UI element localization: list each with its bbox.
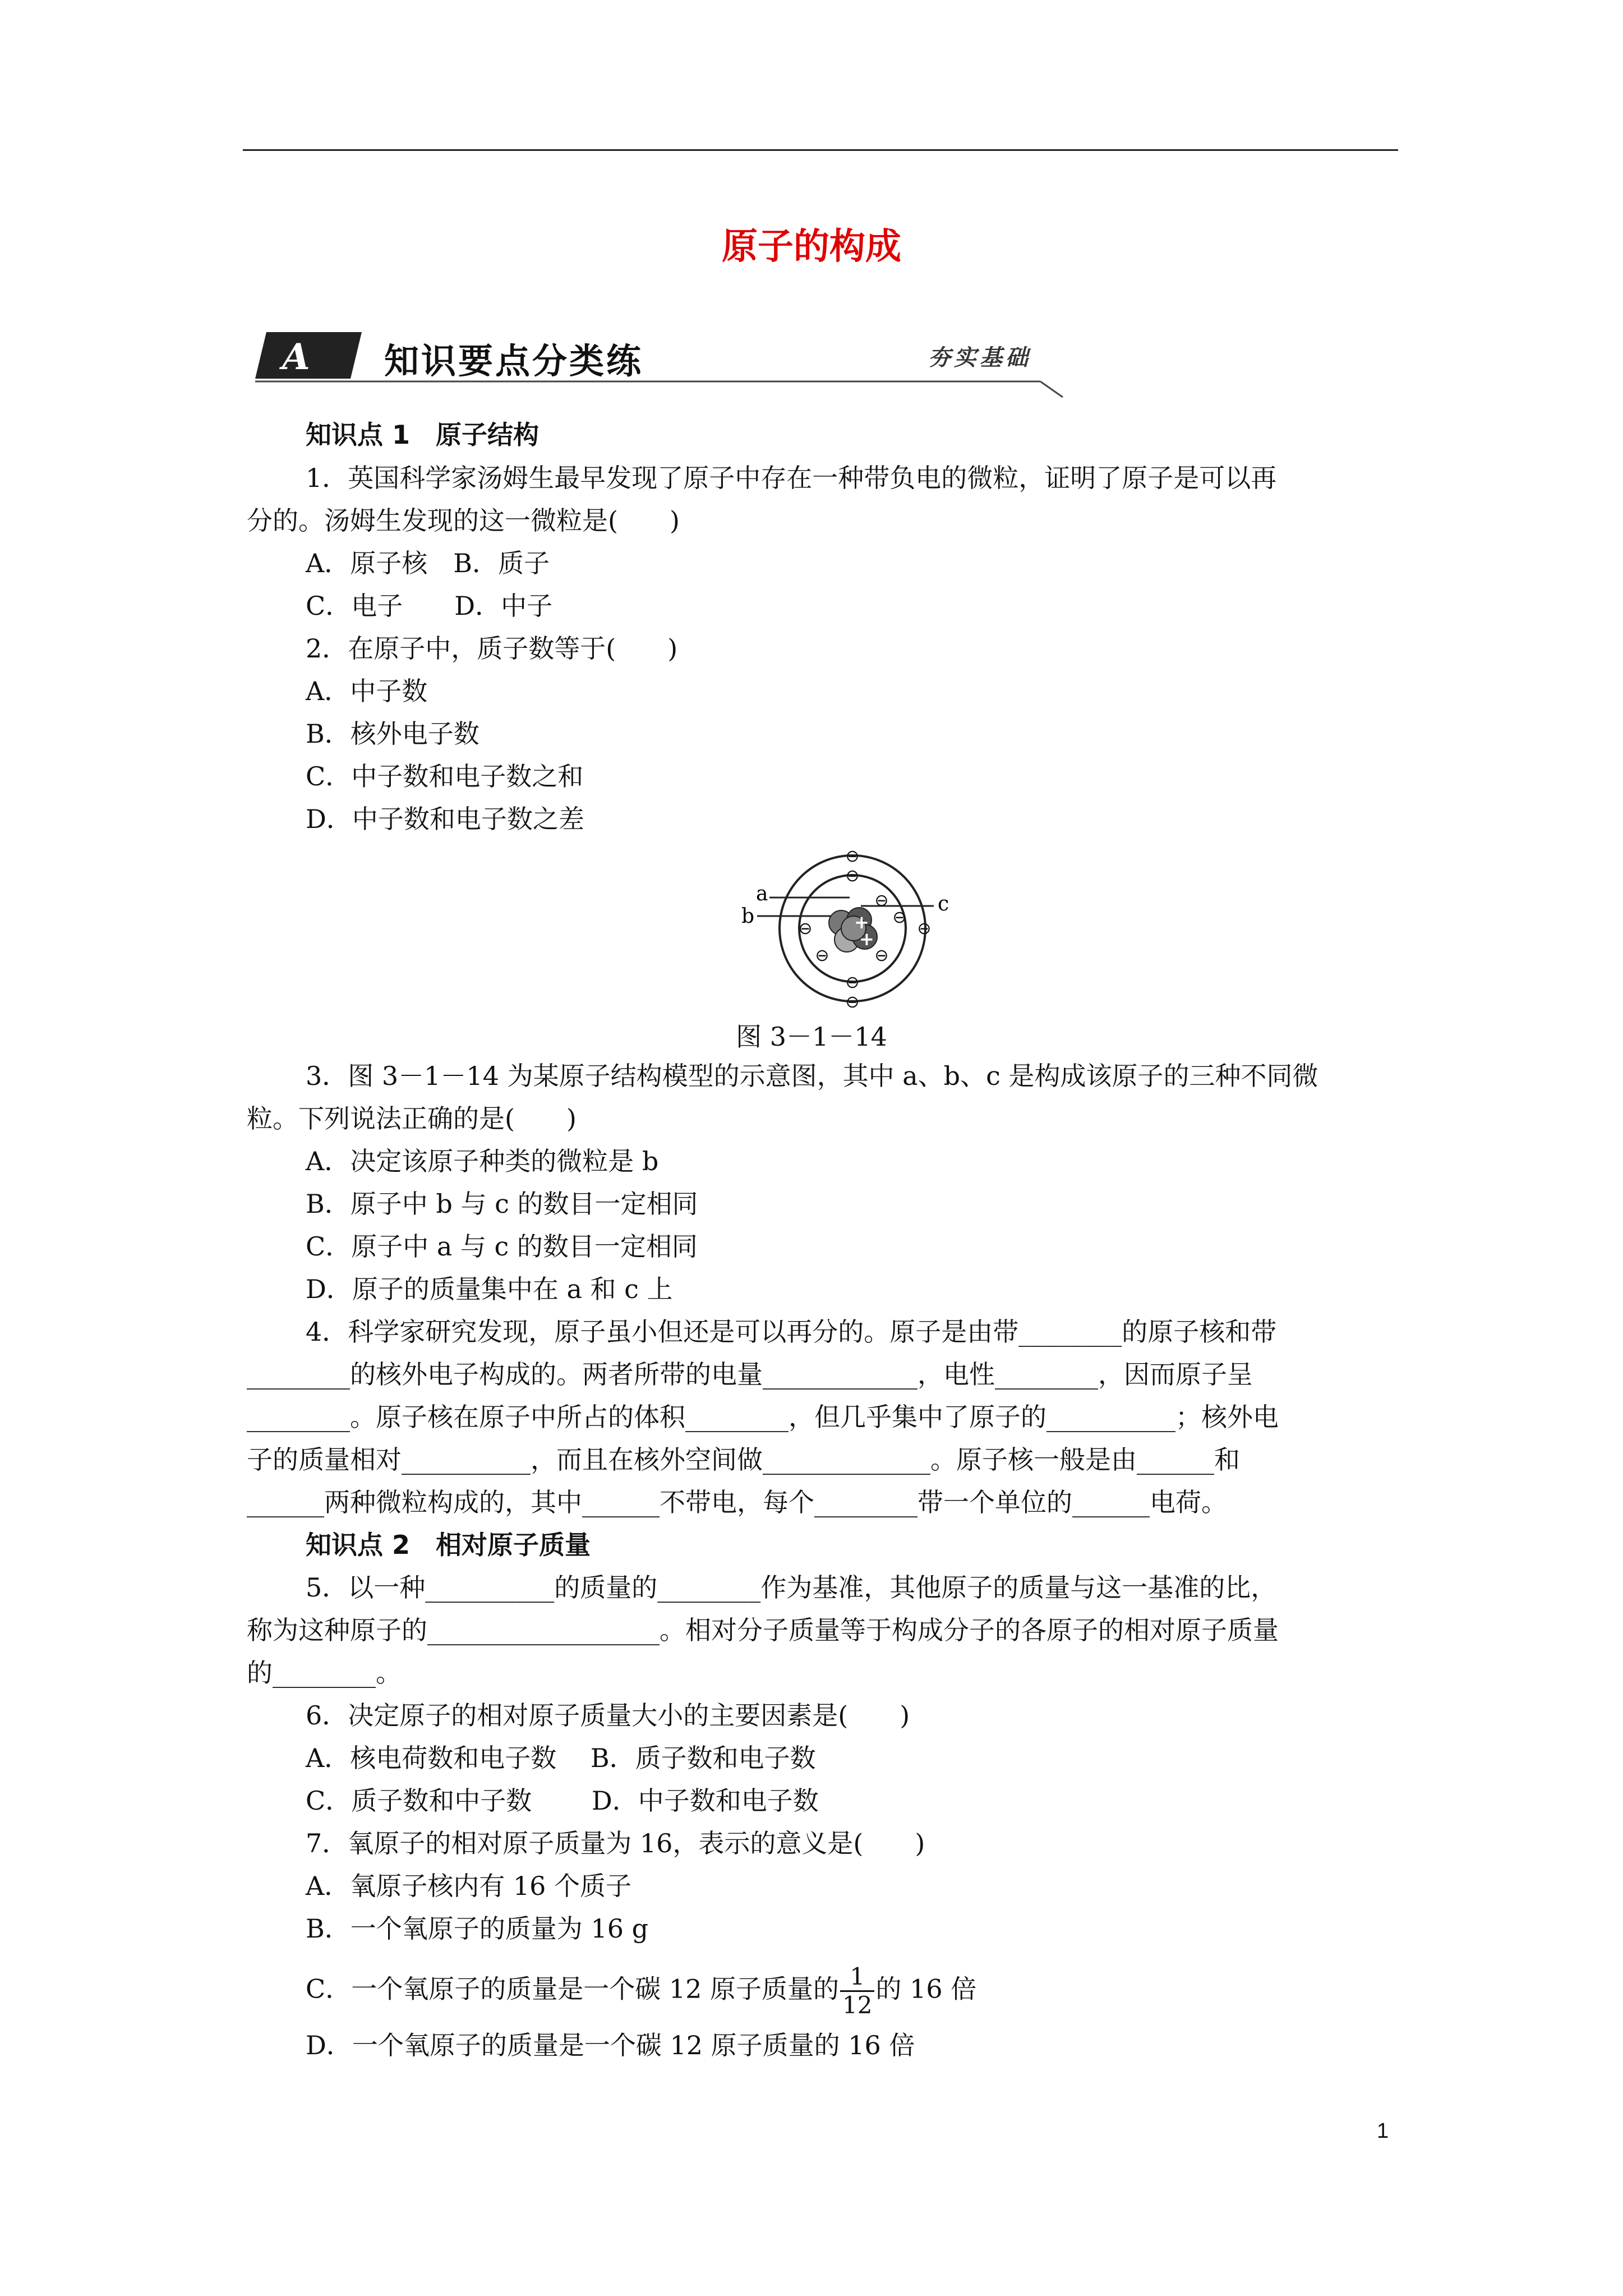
electron-8: ⊖ <box>815 946 829 965</box>
fraction-denominator: 12 <box>842 1991 873 2019</box>
q7-stem: 7．氧原子的相对原子质量为 16，表示的意义是( ) <box>306 1828 925 1858</box>
q4-line3: ________。原子核在原子中所占的体积________，但几乎集中了原子的__________；核外电 <box>247 1402 1279 1432</box>
fraction-one-twelfth <box>840 1963 874 2019</box>
q7-option-b: B．一个氧原子的质量为 16 g <box>306 1913 649 1944</box>
fraction-numerator: 1 <box>840 1963 874 1992</box>
q7-option-a: A．氧原子核内有 16 个质子 <box>306 1871 631 1901</box>
q7-option-d: D．一个氧原子的质量是一个碳 12 原子质量的 16 倍 <box>306 2030 915 2060</box>
figure-caption: 图 3－1－14 <box>736 1022 887 1052</box>
q1-stem-line2: 分的。汤姆生发现的这一微粒是( ) <box>247 505 680 536</box>
q3-option-a: A．决定该原子种类的微粒是 b <box>306 1146 659 1176</box>
banner-subtitle: 夯实基础 <box>928 344 1031 371</box>
page-number: 1 <box>1377 2119 1389 2143</box>
q3-option-b: B．原子中 b 与 c 的数目一定相同 <box>306 1189 698 1219</box>
q3-option-d: D．原子的质量集中在 a 和 c 上 <box>306 1274 673 1304</box>
electron-3: ⊖ <box>845 866 860 886</box>
proton-mark-2: + <box>859 928 874 950</box>
electron-2: ⊖ <box>845 992 860 1012</box>
q4-line5: ______两种微粒构成的，其中______不带电，每个________带一个单位的______电荷。 <box>247 1487 1227 1517</box>
q6-stem: 6．决定原子的相对原子质量大小的主要因素是( ) <box>306 1700 910 1731</box>
q1-stem-line1: 1．英国科学家汤姆生最早发现了原子中存在一种带负电的微粒，证明了原子是可以再 <box>306 463 1277 493</box>
section-heading-2: 知识点 2 相对原子质量 <box>306 1530 591 1560</box>
svg-text:A: A <box>282 336 310 378</box>
section-banner <box>255 325 1074 404</box>
q2-option-b: B．核外电子数 <box>306 719 479 749</box>
electron-10: ⊖ <box>917 919 932 938</box>
label-a: a <box>756 882 768 905</box>
q3-option-c: C．原子中 a 与 c 的数目一定相同 <box>306 1231 698 1262</box>
q2-option-d: D．中子数和电子数之差 <box>306 804 584 834</box>
electron-6: ⊖ <box>892 908 907 927</box>
q6-options-ab: A．核电荷数和电子数 B．质子数和电子数 <box>306 1743 816 1773</box>
q2-option-c: C．中子数和电子数之和 <box>306 761 584 792</box>
electron-4: ⊖ <box>845 973 860 992</box>
electron-5: ⊖ <box>798 919 813 938</box>
electron-1: ⊖ <box>845 846 860 866</box>
section-heading-1: 知识点 1 原子结构 <box>306 420 540 450</box>
banner-title: 知识要点分类练 <box>384 341 644 381</box>
q1-options-ab: A．原子核 B．质子 <box>306 548 550 578</box>
q6-options-cd: C．质子数和中子数 D．中子数和电子数 <box>306 1786 819 1816</box>
atom-model-figure <box>735 844 970 1013</box>
q5-line3: 的________。 <box>247 1658 402 1688</box>
label-b: b <box>741 905 755 928</box>
q7-option-c <box>306 1963 976 2019</box>
q3-stem-line1: 3．图 3－1－14 为某原子结构模型的示意图，其中 a、b、c 是构成该原子的三种不同微 <box>306 1061 1318 1091</box>
q7-option-c-tail: 的 16 倍 <box>875 1973 977 2004</box>
q4-line2: ________的核外电子构成的。两者所带的电量____________，电性________，因而原子呈 <box>247 1359 1253 1389</box>
electron-9: ⊖ <box>874 946 889 965</box>
electron-7: ⊖ <box>874 891 889 910</box>
q5-line2: 称为这种原子的__________________。相对分子质量等于构成分子的各原子的相对原子质量 <box>247 1615 1279 1645</box>
page-title: 原子的构成 <box>722 226 901 268</box>
proton-mark-1: + <box>854 912 869 933</box>
q2-stem: 2．在原子中，质子数等于( ) <box>306 633 678 664</box>
q1-options-cd: C．电子 D．中子 <box>306 591 553 621</box>
q4-line4: 子的质量相对__________，而且在核外空间做_____________。原子核一般是由______和 <box>247 1444 1240 1475</box>
q5-line1: 5．以一种__________的质量的________作为基准，其他原子的质量与这一基准的比， <box>306 1572 1277 1603</box>
header-rule <box>243 149 1398 151</box>
label-c: c <box>938 892 949 915</box>
q7-option-c-text: C．一个氧原子的质量是一个碳 12 原子质量的 <box>306 1973 839 2004</box>
q3-stem-line2: 粒。下列说法正确的是( ) <box>247 1103 577 1134</box>
q4-line1: 4．科学家研究发现，原子虽小但还是可以再分的。原子是由带________的原子核和带 <box>306 1317 1277 1347</box>
q2-option-a: A．中子数 <box>306 676 428 706</box>
